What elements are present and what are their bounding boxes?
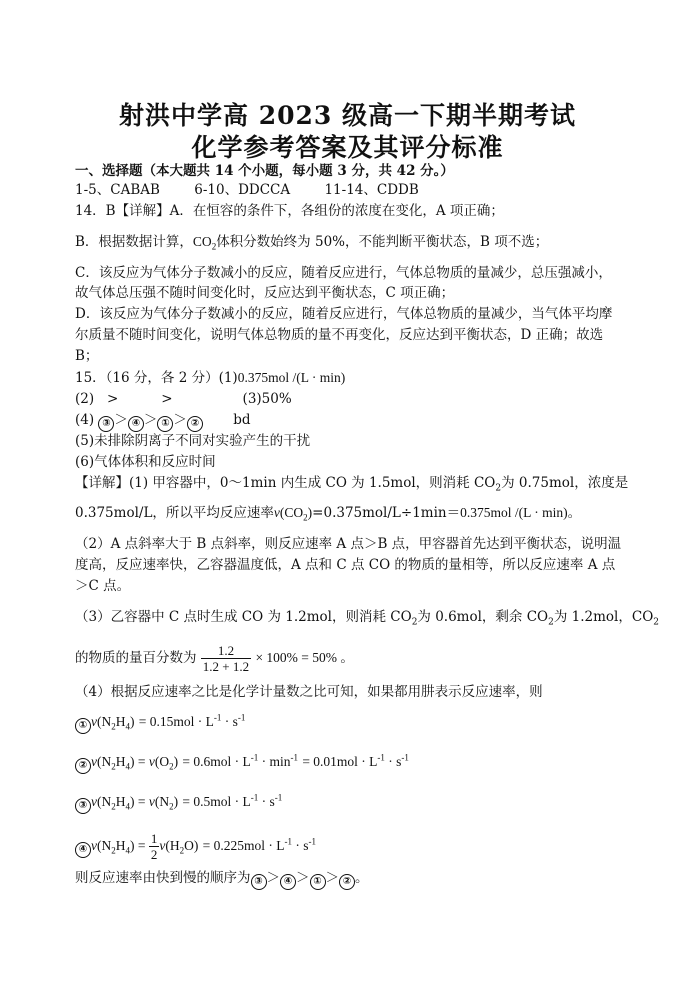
equation-1: ① $v(N_2H_4) = 0.15mol \cdot L^{-1} \cdot s^{-1}$ xyxy=(75,712,630,734)
order-item: ④ xyxy=(128,416,144,432)
q14-c2: 故气体总压强不随时间变化时，反应达到平衡状态，C 项正确； xyxy=(75,285,455,301)
order-item: ② xyxy=(187,416,203,432)
exam-title: 射洪中学高 2023 级高一下期半期考试 xyxy=(119,101,576,130)
detail-p3-line2: 的物质的量百分数为 $\frac{1.2}{1.2 + 1.2}$ × 100% = 50% 。 xyxy=(75,643,354,674)
mc-answers: 1-5、CABAB 6-10、DDCCA 11-14、CDDB xyxy=(75,182,419,198)
q14-d1: D．该反应为气体分子数减小的反应，随着反应进行，气体总物质的量减少，当气体平均摩 xyxy=(75,306,613,322)
order-item: ③ xyxy=(98,416,114,432)
q14-d2: 尔质量不随时间变化，说明气体总物质的量不再变化，反应达到平衡状态，D 正确；故选 xyxy=(75,327,604,343)
q15-a4: (4) ③ ＞ ④ ＞ ① ＞ ② bd xyxy=(75,410,630,432)
equation-3: ③ $v(N_2H_4) = v(N_2) = 0.5mol \cdot L^{-1} \cdot s^{-1}$ xyxy=(75,792,630,814)
exam-subtitle: 化学参考答案及其评分标准 xyxy=(191,133,504,162)
q15-a5: (5)未排除阴离子不同对实验产生的干扰 xyxy=(75,433,311,449)
equation-2: ② $v(N_2H_4) = v(O_2) = 0.6mol \cdot L^{-1} \cdot \min^{-1} = 0.01mol \cdot L^{-1} \cdot s^{-1}$ xyxy=(75,752,630,774)
detail-p4: （4）根据反应速率之比是化学计量数之比可知，如果都用肼表示反应速率，则 xyxy=(75,684,543,700)
order-item: ① xyxy=(157,416,173,432)
q14-d3: B； xyxy=(75,348,99,364)
detail-p2-line2: 度高，反应速率快，乙容器温度低，A 点和 C 点 CO 的物质的量相等，所以反应速率 A 点 xyxy=(75,557,616,573)
final-order: 则反应速率由快到慢的顺序为 ③ ＞ ④ ＞ ① ＞ ② 。 xyxy=(75,868,630,890)
detail-p2-line1: （2）A 点斜率大于 B 点斜率，则反应速率 A 点＞B 点，甲容器首先达到平衡状态，说明温 xyxy=(75,536,622,552)
q15-head: 15．（16 分，各 2 分）(1)0.375mol /(L · min) xyxy=(75,370,346,386)
detail-p2-line3: ＞C 点。 xyxy=(75,578,131,594)
q14-c1: C．该反应为气体分子数减小的反应，随着反应进行，气体总物质的量减少，总压强减小， xyxy=(75,265,612,281)
detail-p1-line1: 【详解】(1) 甲容器中，0～1min 内生成 CO 为 1.5mol，则消耗 $CO_2$为 0.75mol，浓度是 xyxy=(75,475,629,494)
q15-a2-a3: (2) > > (3)50% xyxy=(75,391,292,407)
q14-b: B．根据数据计算，$CO_2$体积分数始终为 50%，不能判断平衡状态，B 项不选； xyxy=(75,234,549,252)
detail-p1-line2: 0.375mol/L，所以平均反应速率$v(CO_2)=0.375mol/L\div 1\min=0.375mol$ /(L · min)。 xyxy=(75,505,582,523)
detail-p3-line1: （3）乙容器中 C 点时生成 CO 为 1.2mol，则消耗 $CO_2$为 0.6mol，剩余 $CO_2$为 1.2mol，$CO_2$ xyxy=(75,609,659,628)
fraction: $\frac{1.2}{1.2 + 1.2}$ xyxy=(202,643,250,674)
equation-4: ④ $v(N_2H_4)$ = $\frac{1}{2}$ $v(H_2O) = 0.225mol \cdot L^{-1} \cdot s^{-1}$ xyxy=(75,828,630,864)
q14-lead: 14．B【详解】A．在恒容的条件下，各组份的浓度在变化，A 项正确； xyxy=(75,203,504,219)
section-heading: 一、选择题（本大题共 14 个小题，每小题 3 分，共 42 分。） xyxy=(75,163,454,179)
half-fraction: $\frac{1}{2}$ xyxy=(150,831,158,862)
q15-a6: (6)气体体积和反应时间 xyxy=(75,454,216,470)
